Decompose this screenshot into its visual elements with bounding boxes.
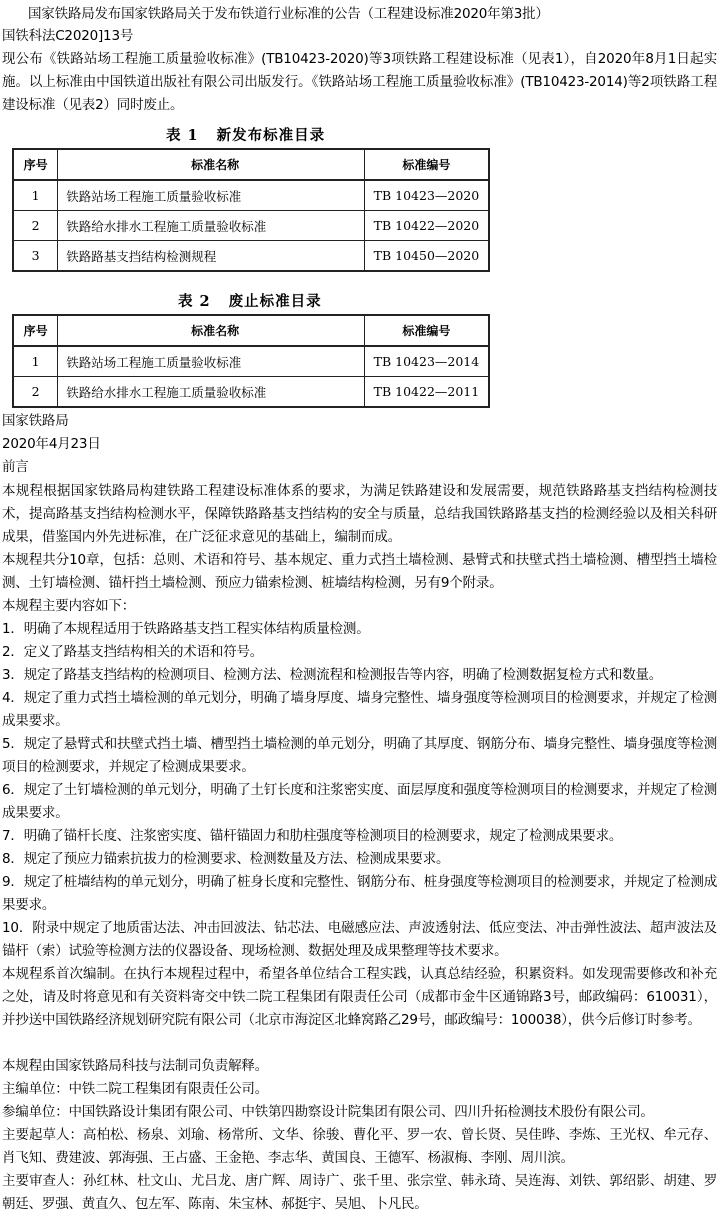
- table2-header-no: 序号: [13, 315, 58, 346]
- list-item: 4．规定了重力式挡土墙检测的单元划分，明确了墙身厚度、墙身完整性、墙身强度等检测项目的检测要求，并规定了检测成果要求。: [2, 690, 717, 729]
- preface-paragraph: 本规程系首次编制。在执行本规程过程中，希望各单位结合工程实践，认真总结经验，积累资料。如发现需要修改和补充之处，请及时将意见和有关资料寄交中铁二院工程集团有限责任公司（成都市金牛区通锦路3号，邮政编码：610031），并抄送中国铁路经济规划研究院有限公司（北京市海淀区北蜂窝路乙29号，邮政编号：100038），供今后修订时参考。: [2, 966, 717, 1028]
- row-number: 2: [13, 211, 58, 241]
- list-item: 1．明确了本规程适用于铁路路基支挡工程实体结构质量检测。: [2, 621, 370, 637]
- table2-header-code: 标准编号: [364, 315, 489, 346]
- announcement-body: 现公布《铁路站场工程施工质量验收标准》(TB10423-2020)等3项铁路工程建设标准（见表1），自2020年8月1日起实施。以上标准由中国铁道出版社有限公司出版发行。《铁路站场工程施工质量验收标准》(TB10423-2014)等2项铁路工程建设标准（见表2）同时废止。: [2, 51, 717, 113]
- row-number: 1: [13, 346, 58, 377]
- preface-heading: 前言: [2, 459, 29, 475]
- table2-abolished-standards: [12, 314, 490, 408]
- list-item: 5．规定了悬臂式和扶壁式挡土墙、槽型挡土墙检测的单元划分，明确了其厚度、钢筋分布、墙身完整性、墙身强度等检测项目的检测要求，并规定了检测成果要求。: [2, 736, 717, 775]
- participating-units: 参编单位：中国铁路设计集团有限公司、中铁第四勘察设计院集团有限公司、四川升拓检测技术股份有限公司。: [2, 1104, 654, 1120]
- standard-code: TB 10423—2014: [364, 346, 489, 377]
- standard-code: TB 10422—2011: [364, 377, 489, 408]
- list-item: 2．定义了路基支挡结构相关的术语和符号。: [2, 644, 264, 660]
- table1-header-code: 标准编号: [364, 149, 489, 180]
- table-row: [13, 241, 489, 272]
- list-item: 10．附录中规定了地质雷达法、冲击回波法、钻芯法、电磁感应法、声波透射法、低应变法、冲击弹性波法、超声波法及锚杆（索）试验等检测方法的仪器设备、现场检测、数据处理及成果整理等技术要求。: [2, 920, 717, 959]
- row-number: 1: [13, 180, 58, 211]
- table2-header-name: 标准名称: [58, 315, 365, 346]
- list-item: 7．明确了锚杆长度、注浆密实度、锚杆锚固力和肋柱强度等检测项目的检测要求，规定了检测成果要求。: [2, 828, 623, 844]
- table1-caption-text: 新发布标准目录: [216, 127, 326, 144]
- table-row: [13, 377, 489, 408]
- announcement-title: 国家铁路局发布国家铁路局关于发布铁道行业标准的公告（工程建设标准2020年第3批）: [28, 6, 549, 22]
- table2-caption: [178, 290, 322, 311]
- standard-name: 铁路路基支挡结构检测规程: [58, 241, 365, 272]
- standard-code: TB 10450—2020: [364, 241, 489, 272]
- table2-caption-text: 废止标准目录: [228, 293, 322, 310]
- list-item: 8．规定了预应力锚索抗拔力的检测要求、检测数量及方法、检测成果要求。: [2, 851, 450, 867]
- table2-caption-number: 表 2: [178, 293, 211, 310]
- table1-caption-number: 表 1: [166, 127, 199, 144]
- preface-paragraph: 本规程主要内容如下：: [2, 598, 135, 614]
- preface-paragraph: 本规程根据国家铁路局构建铁路工程建设标准体系的要求，为满足铁路建设和发展需要，规范铁路路基支挡结构检测技术，提高路基支挡结构检测水平，保障铁路路基支挡结构的安全与质量，总结我国铁路路基支挡的检测经验以及相关科研成果，借鉴国内外先进标准，在广泛征求意见的基础上，编制而成。: [2, 483, 717, 545]
- table-row: [13, 346, 489, 377]
- standard-name: 铁路站场工程施工质量验收标准: [58, 346, 365, 377]
- table1-new-standards: [12, 148, 490, 272]
- table-row: [13, 211, 489, 241]
- main-drafters: 主要起草人：高柏松、杨泉、刘瑜、杨常所、文华、徐骏、曹化平、罗一农、曾长贤、吴佳晔、李炼、王光权、牟元存、肖飞知、费建波、郭海强、王占盛、王金艳、李志华、黄国良、王德军、杨淑梅、李刚、周川滨。: [2, 1127, 717, 1166]
- list-item: 6．规定了土钉墙检测的单元划分，明确了土钉长度和注浆密实度、面层厚度和强度等检测项目的检测要求，并规定了检测成果要求。: [2, 782, 717, 821]
- list-item: 3．规定了路基支挡结构的检测项目、检测方法、检测流程和检测报告等内容，明确了检测数据复检方式和数量。: [2, 667, 663, 683]
- standard-name: 铁路站场工程施工质量验收标准: [58, 180, 365, 211]
- issue-date: 2020年4月23日: [2, 436, 101, 452]
- table1-header-name: 标准名称: [58, 149, 365, 180]
- issuer: 国家铁路局: [2, 413, 69, 429]
- row-number: 2: [13, 377, 58, 408]
- main-reviewers: 主要审查人：孙红林、杜文山、尤吕龙、唐广辉、周诗广、张千里、张宗堂、韩永琦、吴连海、刘铁、郭绍影、胡建、罗朝廷、罗强、黄直久、包左军、陈南、朱宝林、郝挺宇、吴旭、卜凡民。: [2, 1173, 717, 1212]
- table1-caption: [166, 124, 325, 145]
- table-row: [13, 180, 489, 211]
- list-item: 9．规定了桩墙结构的单元划分，明确了桩身长度和完整性、钢筋分布、桩身强度等检测项目的检测要求，并规定了检测成果要求。: [2, 874, 717, 913]
- standard-code: TB 10423—2020: [364, 180, 489, 211]
- preface-paragraph: 本规程由国家铁路局科技与法制司负责解释。: [2, 1058, 268, 1074]
- standard-code: TB 10422—2020: [364, 211, 489, 241]
- table1-header-no: 序号: [13, 149, 58, 180]
- row-number: 3: [13, 241, 58, 272]
- standard-name: 铁路给水排水工程施工质量验收标准: [58, 377, 365, 408]
- standard-name: 铁路给水排水工程施工质量验收标准: [58, 211, 365, 241]
- chief-editor-unit: 主编单位：中铁二院工程集团有限责任公司。: [2, 1081, 268, 1097]
- preface-paragraph: 本规程共分10章，包括：总则、术语和符号、基本规定、重力式挡土墙检测、悬臂式和扶壁式挡土墙检测、槽型挡土墙检测、土钉墙检测、锚杆挡土墙检测、预应力锚索检测、桩墙结构检测，另有9个附录。: [2, 552, 717, 591]
- document-number: 国铁科法C2020]13号: [2, 28, 134, 44]
